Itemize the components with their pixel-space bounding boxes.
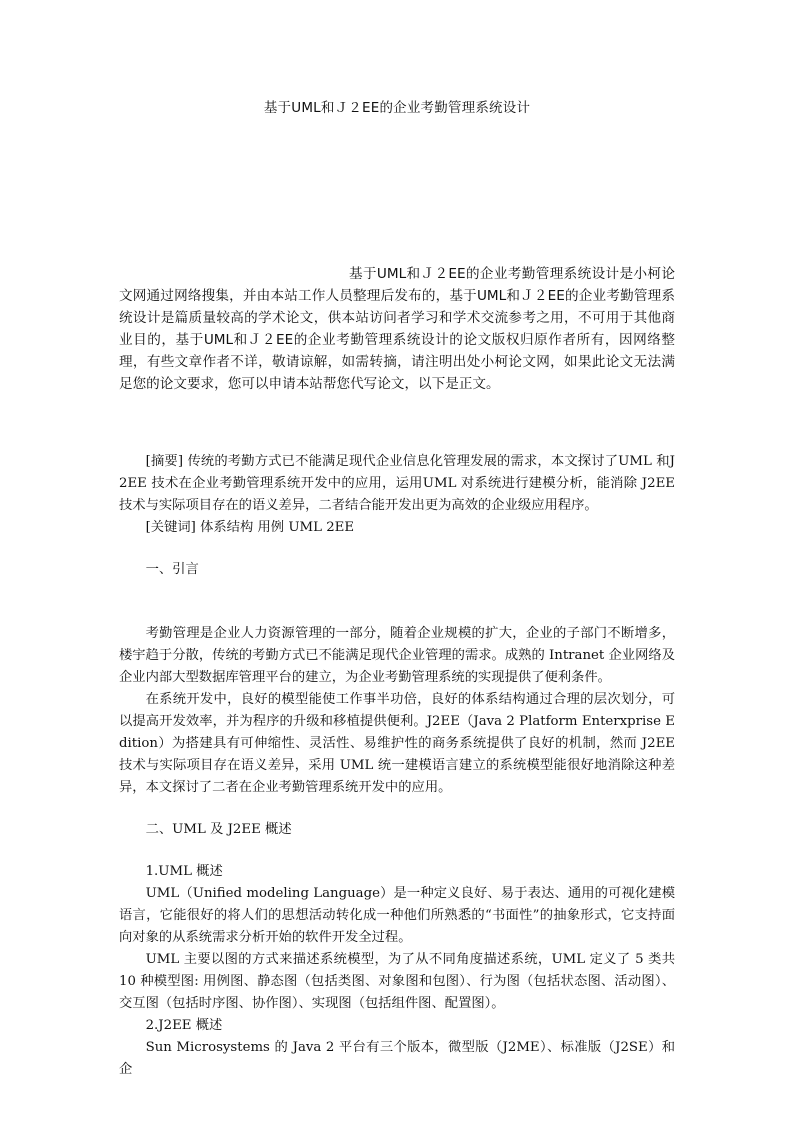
keywords-line: [关键词] 体系结构 用例 UML 2EE	[145, 520, 355, 535]
body-paragraph: UML（Unified modeling Language）是一种定义良好、易于表达、通用的可视化建模语言，它能很好的将人们的思想活动转化成一种他们所熟悉的“书面性”的抽象形式，它支持面向对象的从系统需求分析开始的软件开发全过程。	[119, 886, 675, 945]
abstract-paragraph: [摘要] 传统的考勤方式已不能满足现代企业信息化管理发展的需求，本文探讨了UML 和J2EE 技术在企业考勤管理系统开发中的应用，运用UML 对系统进行建模分析，能消除 J2EE 技术与实际项目存在的语义差异，二者结合能开发出更为高效的企业级应用程序。	[119, 454, 675, 513]
intro-paragraph: 基于UML和Ｊ２EE的企业考勤管理系统设计是小柯论文网通过网络搜集，并由本站工作人员整理后发布的，基于UML和Ｊ２EE的企业考勤管理系统设计是篇质量较高的学术论文，供本站访问者学习和学术交流参考之用，不可用于其他商业目的，基于UML和Ｊ２EE的企业考勤管理系统设计的论文版权归原作者所有，因网络整理，有些文章作者不详，敬请谅解，如需转摘，请注明出处小柯论文网，如果此论文无法满足您的论文要求，您可以申请本站帮您代写论文，以下是正文。	[119, 266, 675, 392]
section-heading-uml-j2ee: 二、UML 及 J2EE 概述	[145, 822, 292, 837]
body-paragraph: 在系统开发中，良好的模型能使工作事半功倍，良好的体系结构通过合理的层次划分，可以提高开发效率，并为程序的升级和移植提供便利。J2EE（Java 2 Platform Enterxprise Edition）为搭建具有可伸缩性、灵活性、易维护性的商务系统提供了良好的机制，然而 J2EE 技术与实际项目存在语义差异，采用 UML 统一建模语言建立的系统模型能很好地消除这种差异，本文探讨了二者在企业考勤管理系统开发中的应用。	[119, 692, 675, 795]
body-paragraph: Sun Microsystems 的 Java 2 平台有三个版本，微型版（J2ME）、标准版（J2SE）和企	[119, 1040, 675, 1077]
subsection-heading-j2ee: 2.J2EE 概述	[145, 1018, 223, 1033]
section-heading-introduction: 一、引言	[145, 562, 199, 577]
body-paragraph: 考勤管理是企业人力资源管理的一部分，随着企业规模的扩大，企业的子部门不断增多，楼宇趋于分散，传统的考勤方式已不能满足现代企业管理的需求。成熟的 Intranet 企业网络及企业内部大型数据库管理平台的建立，为企业考勤管理系统的实现提供了便利条件。	[119, 626, 675, 685]
document-title: 基于UML和Ｊ２EE的企业考勤管理系统设计	[263, 100, 531, 116]
body-paragraph: UML 主要以图的方式来描述系统模型，为了从不同角度描述系统，UML 定义了 5 类共 10 种模型图: 用例图、静态图（包括类图、对象图和包图）、行为图（包括状态图、活动图）、交互图（包括时序图、协作图）、实现图（包括组件图、配置图）。	[119, 952, 675, 1011]
subsection-heading-uml: 1.UML 概述	[145, 864, 223, 879]
document-body	[119, 451, 675, 1081]
